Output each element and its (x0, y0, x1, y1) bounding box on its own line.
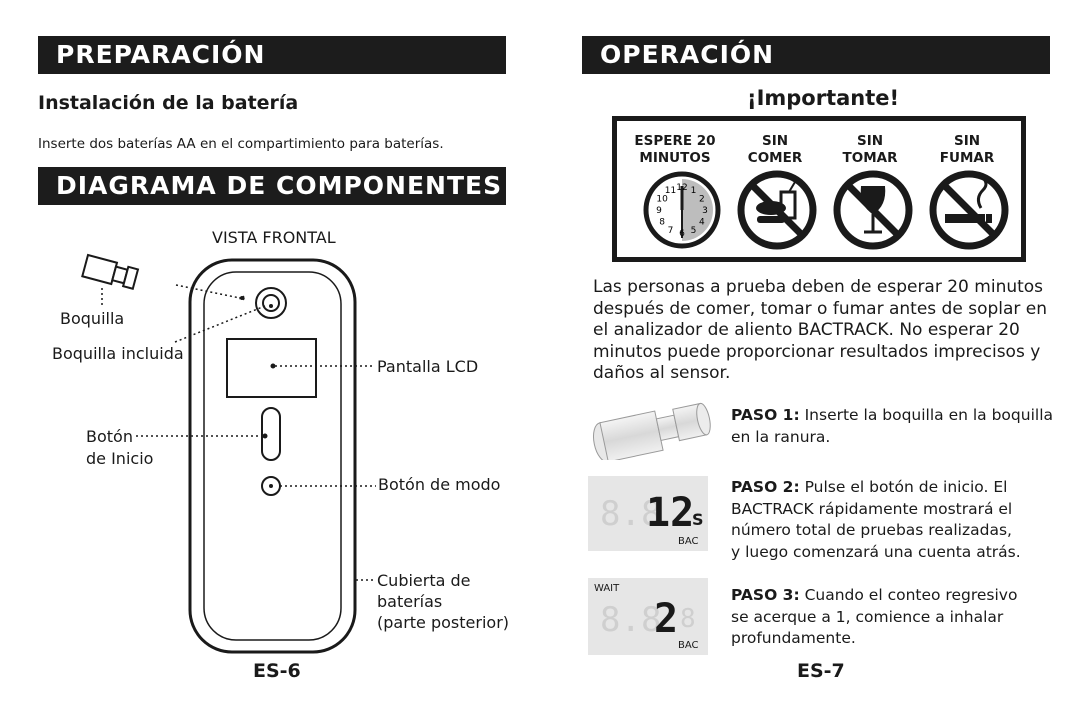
label-pantalla-lcd: Pantalla LCD (377, 357, 479, 376)
label-cubierta-3: (parte posterior) (377, 613, 510, 632)
battery-heading: Instalación de la batería (38, 92, 299, 114)
clock-number: 9 (656, 206, 662, 216)
page-number-left: ES-6 (253, 660, 301, 682)
step-3: PASO 3: Cuando el conteo regresivo se acerque a 1, comience a inhalar profundamente. (731, 586, 1018, 647)
important-heading: ¡Importante! (747, 86, 900, 110)
clock-number: 8 (659, 217, 665, 228)
warning-no-smoke: SIN FUMAR (939, 133, 995, 166)
page-number-right: ES-7 (797, 660, 845, 682)
step-1: PASO 1: Inserte la boquilla en la boquilla en la ranura. (731, 406, 1053, 446)
clock-number: 6 (679, 229, 685, 239)
no-smoke-icon (933, 174, 1005, 246)
label-cubierta-2: baterías (377, 592, 443, 611)
label-boton-inicio-2: de Inicio (86, 449, 154, 468)
warning-box (612, 116, 1026, 262)
section-title-preparacion: PREPARACIÓN (38, 36, 506, 74)
section-title-operacion: OPERACIÓN (582, 36, 1050, 74)
mouthpiece-image (588, 394, 716, 460)
mouthpiece-socket (256, 288, 286, 318)
clock-number: 2 (699, 194, 705, 205)
label-boquilla: Boquilla (60, 309, 125, 328)
mouthpiece-icon (82, 255, 138, 290)
battery-text: Inserte dos baterías AA en el compartimiento para baterías. (38, 136, 444, 152)
warning-paragraph: Las personas a prueba deben de esperar 20 minutos después de comer, tomar o fumar antes de soplar en el analizador de aliento BACTRACK. No esperar 20 minutos puede proporcionar resultados imprecisos y daños al sensor. (593, 277, 1048, 383)
clock-number: 1 (690, 186, 697, 197)
clock-number: 5 (690, 225, 697, 236)
section-title-diagrama: DIAGRAMA DE COMPONENTES (38, 167, 506, 205)
step-2: PASO 2: Pulse el botón de inicio. El BACTRACK rápidamente mostrará el número total de pruebas realizadas, y luego comenzará una cuenta atrás. (731, 478, 1021, 561)
clock-icon (646, 174, 718, 246)
view-label: VISTA FRONTAL (212, 228, 336, 247)
no-drink-icon (837, 174, 909, 246)
label-boquilla-incluida: Boquilla incluida (52, 344, 184, 363)
warning-wait: ESPERE 20 MINUTOS (634, 133, 716, 166)
label-boton-inicio-1: Botón (86, 427, 133, 446)
lcd-display-wait: WAIT 8.8 2 8 BAC (588, 578, 708, 655)
warning-no-eat: SIN COMER (747, 133, 803, 166)
clock-number: 7 (667, 225, 674, 236)
clock-number: 3 (702, 206, 708, 216)
label-cubierta-1: Cubierta de (377, 571, 471, 590)
clock-number: 10 (656, 194, 668, 205)
warning-no-drink: SIN TOMAR (842, 133, 898, 166)
label-boton-modo: Botón de modo (378, 475, 501, 494)
clock-number: 12 (676, 183, 688, 193)
clock-number: 11 (664, 186, 677, 197)
clock-number: 4 (699, 217, 705, 228)
no-eat-icon (741, 174, 813, 246)
lcd-display-countdown: 8.8 12 S BAC (588, 476, 708, 551)
